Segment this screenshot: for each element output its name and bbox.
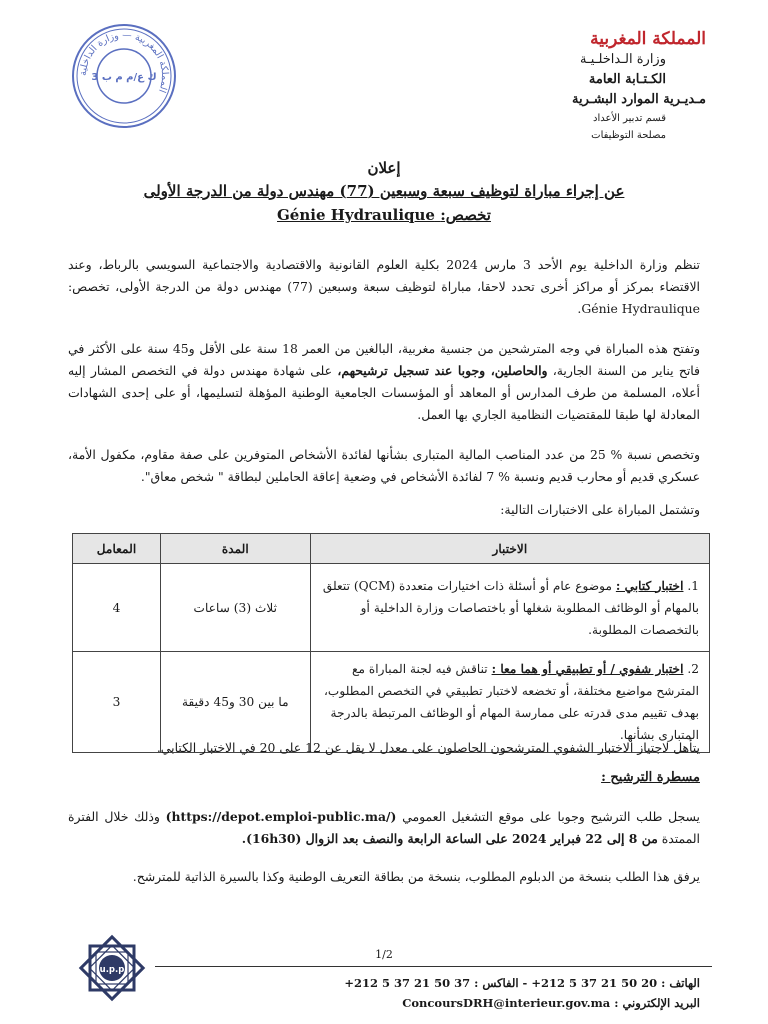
exam-name: اختبار كتابي : (615, 578, 684, 593)
footer-email-label: البريد الإلكتروني : (614, 996, 700, 1010)
duration-cell: ما بين 30 و45 دقيقة (160, 652, 310, 753)
coefficient-cell: 3 (73, 652, 161, 753)
announcement-title (60, 157, 708, 227)
paragraph-organization: تنظم وزارة الداخلية يوم الأحد 3 مارس 2024 بكلية العلوم القانونية والاقتصادية والاجتماعية السويسي بالرباط، وعند الاقتضاء بمركز أو مراكز أخرى تحدد لاحقا، مباراة لتوظيف سبعة وسبعين (77) مهندس دولة من الدرجة الأولى، تخصص: Génie Hydraulique. (68, 257, 701, 316)
stamp-outer-text: المملكة المغربية — وزارة الداخلية (77, 29, 171, 95)
exam-cell (310, 564, 709, 652)
paragraph-candidacy-registration (68, 806, 700, 850)
division-name: قسم تدبير الأعداد (593, 113, 666, 124)
specialty-line (60, 203, 708, 227)
candidacy-text-a: يسجل طلب الترشيح وجوبا على موقع التشغيل العمومي (402, 809, 700, 824)
official-stamp (70, 22, 178, 130)
paragraph-quota: وتخصص نسبة % 25 من عدد المناصب المالية المتبارى بشأنها لفائدة الأشخاص المتوفرين على صفة مقاوم، مكفول الأمة، عسكري قديم أو محارب قديم ونسبة % 7 لفائدة الأشخاص في وضعية إعاقة الحاملين لبطاقة " شخص معاق". (68, 447, 700, 484)
eligibility-text-bold: والحاصلين، وجوبا عند تسجيل ترشيحهم، (337, 363, 548, 378)
header-exam: الاختبار (310, 534, 709, 564)
exam-number: 2. (687, 662, 699, 676)
stamp-center-code: ك ع/م م ب 3 (91, 72, 157, 83)
footer-email-line (140, 996, 700, 1010)
service-name: مصلحة التوظيفات (591, 130, 666, 141)
exam-description: تناقش فيه لجنة المباراة مع المترشح مواضيع مختلفة، أو تخضعه لاختبار تطبيقي في التخصص المطلوب، بهدف تقييم مدى قدرته على ممارسة المهام أو الوظائف المرتبطة بالدرجة المتبارى بشأنها. (324, 662, 699, 742)
ministry-name: وزارة الـداخلـيـة (579, 52, 666, 67)
footer-email-link[interactable]: ConcoursDRH@interieur.gov.ma (402, 996, 611, 1010)
candidacy-url-link[interactable]: (https://depot.emploi-public.ma/) (165, 809, 397, 824)
page-number: 1/2 (375, 948, 393, 961)
exam-number: 1. (687, 578, 699, 593)
coefficient-cell: 4 (73, 564, 161, 652)
candidacy-period: من 8 إلى 22 فبراير 2024 على الساعة الرابعة والنصف بعد الزوال (16h30). (241, 831, 658, 846)
eligibility-text-a: وتفتح هذه المباراة في وجه المترشحين من جنسية مغربية، البالغين من العمر 18 سنة على الأقل و45 سنة على الأكثر في فاتح يناير من السنة الجارية، (68, 341, 700, 378)
duration-cell: ثلاث (3) ساعات (160, 564, 310, 652)
paragraph-oral-qualification: يتأهل لاجتياز الاختبار الشفوي المترشحون الحاصلون على معدل لا يقل عن 12 على 20 في الاختبار الكتابي. (156, 740, 700, 755)
header-duration: المدة (160, 534, 310, 564)
announcement-heading: إعلان (367, 159, 401, 177)
exams-table (72, 533, 710, 753)
ministry-header (476, 28, 706, 144)
paragraph-tests-intro: وتشتمل المباراة على الاختبارات التالية: (500, 502, 700, 517)
table-row (73, 564, 710, 652)
eligibility-text-b: على شهادة مهندس دولة في التخصص المشار إليه أعلاه، المسلمة من طرف المدارس أو المعاهد أو المؤسسات الجامعية الوطنية المؤهلة لتسليمها، أو على إحدى الشهادات المعادلة لها طبقا للمقتضيات النظامية الجاري بها العمل. (68, 363, 700, 422)
specialty-value: Génie Hydraulique (277, 206, 435, 224)
paragraph-candidacy-attachments: يرفق هذا الطلب بنسخة من الدبلوم المطلوب، بنسخة من بطاقة التعريف الوطنية وكذا بالسيرة الذاتية للمترشح. (132, 869, 700, 884)
candidacy-heading: مسطرة الترشيح : (601, 770, 700, 785)
secretariat-name: الكـتـابة العامة (588, 72, 666, 87)
svg-text:المملكة المغربية — وزارة الداخ (78, 30, 170, 94)
specialty-label: تخصص: (440, 206, 491, 224)
announcement-subject: عن إجراء مباراة لتوظيف سبعة وسبعين (77) مهندس دولة من الدرجة الأولى (143, 182, 625, 200)
header-coefficient: المعامل (73, 534, 161, 564)
exam-name: اختبار شفوي / أو تطبيقي أو هما معا : (491, 662, 684, 676)
footer-divider (155, 966, 712, 967)
table-header-row (73, 534, 710, 564)
kingdom-name: المملكة المغربية (590, 29, 706, 49)
candidacy-text-b: وذلك خلال الفترة الممتدة (68, 809, 700, 846)
paragraph-eligibility (68, 338, 700, 426)
footer-phone-fax: الهاتف : 20 50 21 37 5 212+ - الفاكس : 37 50 21 37 5 212+ (344, 976, 700, 990)
logo-text: u.p.p (99, 965, 125, 975)
exam-description: موضوع عام أو أسئلة ذات اختيارات متعددة (QCM) تتعلق بالمهام أو الوظائف المطلوبة شغلها أو باختصاصات وزارة الداخلية أو بالتخصصات المطلوبة. (322, 578, 699, 637)
directorate-name: مـديـرية الموارد البشـرية (572, 92, 706, 107)
